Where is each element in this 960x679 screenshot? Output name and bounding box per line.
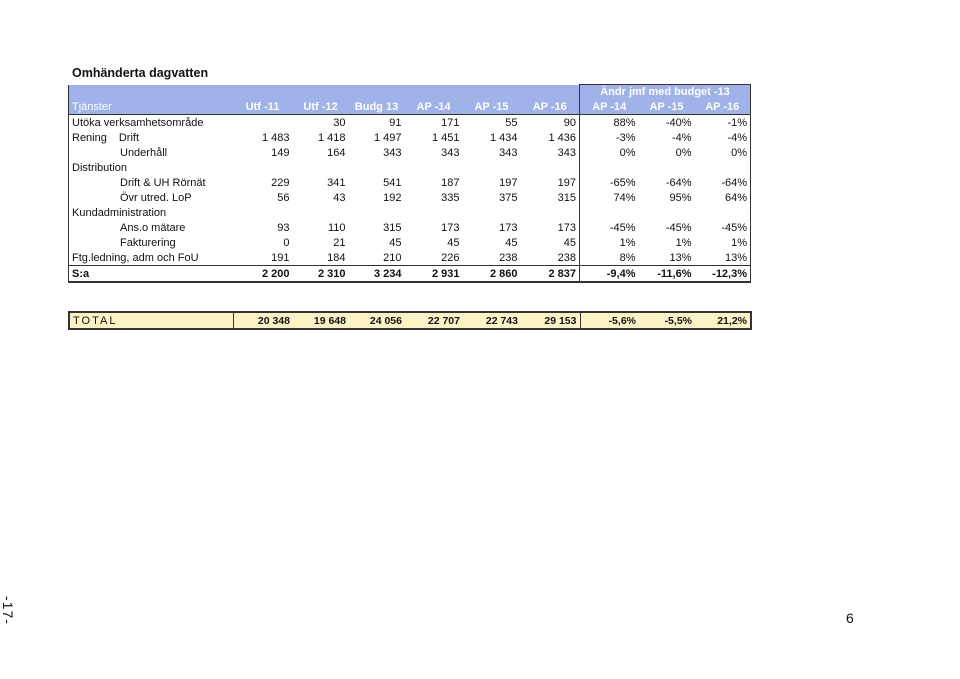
value-cell: 45 [447, 236, 460, 249]
value-cell: 184 [327, 251, 346, 264]
table-row [69, 115, 751, 131]
value-cell: 197 [521, 175, 580, 190]
table-row [69, 220, 751, 235]
total-value: 24 056 [349, 312, 405, 329]
value-cell: 110 [327, 221, 346, 234]
value-cell: 238 [521, 250, 580, 266]
value-cell [463, 160, 521, 175]
value-cell: 315 [521, 190, 580, 205]
header-row [69, 99, 751, 115]
value-cell: 45 [389, 236, 402, 249]
total-value: 20 348 [233, 312, 293, 329]
value-cell: 1 451 [431, 131, 460, 144]
value-cell: -45% [665, 221, 692, 234]
value-cell: 0% [695, 145, 751, 160]
row-category: Utöka verksamhetsområde [72, 116, 204, 129]
value-cell: 1 497 [373, 131, 402, 144]
sum-value: 2 200 [233, 266, 293, 283]
row-label [69, 250, 233, 266]
value-cell: 210 [383, 251, 402, 264]
row-label [69, 235, 233, 250]
value-cell: 90 [521, 115, 580, 131]
value-cell: 171 [441, 116, 460, 129]
header-blank-cell [463, 85, 521, 100]
value-cell: 74% [613, 191, 636, 204]
value-cell: 91 [389, 116, 402, 129]
table-title: Omhänderta dagvatten [72, 66, 209, 80]
value-cell: 343 [499, 146, 518, 159]
row-category: Ftg.ledning, adm och FoU [72, 251, 199, 264]
header-blank-cell [69, 85, 233, 100]
value-cell: -64% [695, 175, 751, 190]
column-header: AP -16 [695, 99, 751, 115]
value-cell: 1% [619, 236, 636, 249]
value-cell [233, 115, 293, 131]
value-cell: 13% [669, 251, 692, 264]
sum-value: -12,3% [695, 266, 751, 283]
value-cell [233, 205, 293, 220]
header-blank-cell [293, 85, 349, 100]
row-label [69, 175, 233, 190]
sum-value: 2 837 [521, 266, 580, 283]
column-header: Budg 13 [349, 99, 405, 115]
value-cell: 541 [383, 176, 402, 189]
value-cell [349, 205, 405, 220]
sum-value: 2 860 [463, 266, 521, 283]
value-cell [639, 160, 695, 175]
value-cell: 238 [499, 251, 518, 264]
value-cell [695, 160, 751, 175]
table-row [69, 145, 751, 160]
total-value: 21,2% [695, 312, 751, 329]
total-value: 19 648 [293, 312, 349, 329]
total-table [68, 311, 752, 330]
value-cell: -1% [695, 115, 751, 131]
table-row [69, 190, 751, 205]
value-cell [405, 160, 463, 175]
sum-value: -11,6% [639, 266, 695, 283]
row-label [69, 160, 233, 175]
value-cell: 343 [521, 145, 580, 160]
value-cell: 341 [327, 176, 346, 189]
value-cell: -4% [695, 130, 751, 145]
value-cell: -3% [615, 131, 636, 144]
row-subcategory: Drift [118, 131, 140, 144]
column-header: AP -15 [639, 99, 695, 115]
row-category: Distribution [72, 161, 128, 174]
value-cell: 45 [505, 236, 518, 249]
value-cell: 335 [441, 191, 460, 204]
value-cell: -45% [609, 221, 636, 234]
total-value: 29 153 [521, 312, 580, 329]
value-cell: 45 [521, 235, 580, 250]
row-subcategory: Ans.o mätare [120, 221, 186, 234]
value-cell: -65% [609, 176, 636, 189]
group-header: Ändr jmf med budget -13 [580, 85, 751, 100]
sum-row [69, 266, 751, 283]
header-blank-cell [521, 85, 580, 100]
row-label [69, 130, 233, 145]
value-cell: 8% [619, 251, 636, 264]
total-row [69, 312, 751, 329]
value-cell: 93 [277, 221, 290, 234]
value-cell: 343 [441, 146, 460, 159]
column-header: AP -14 [580, 99, 639, 115]
value-cell: 88% [613, 116, 636, 129]
row-label [69, 205, 233, 220]
row-subcategory: Övr utred. LoP [120, 191, 192, 204]
value-cell: 0% [619, 146, 636, 159]
value-cell [405, 205, 463, 220]
value-cell: 226 [441, 251, 460, 264]
value-cell: 164 [327, 146, 346, 159]
row-label [69, 115, 233, 131]
value-cell: 1% [675, 236, 692, 249]
value-cell: 13% [695, 250, 751, 266]
value-cell: 173 [521, 220, 580, 235]
table-row [69, 160, 751, 175]
sum-value: 3 234 [349, 266, 405, 283]
value-cell: 375 [499, 191, 518, 204]
value-cell [695, 205, 751, 220]
row-category: Kundadministration [72, 206, 167, 219]
value-cell [293, 205, 349, 220]
value-cell: 315 [383, 221, 402, 234]
value-cell: 1 434 [489, 131, 518, 144]
column-header: Utf -12 [293, 99, 349, 115]
value-cell [580, 205, 639, 220]
value-cell: 197 [499, 176, 518, 189]
side-page-marker: -17- [0, 596, 16, 625]
value-cell: -4% [671, 131, 692, 144]
page-number: 6 [846, 610, 854, 626]
value-cell: 187 [441, 176, 460, 189]
header-blank-cell [349, 85, 405, 100]
value-cell: 191 [271, 251, 290, 264]
value-cell [639, 205, 695, 220]
header-blank-cell [405, 85, 463, 100]
value-cell [521, 205, 580, 220]
value-cell [293, 160, 349, 175]
sum-value: 2 931 [405, 266, 463, 283]
total-value: -5,6% [580, 312, 639, 329]
table-row [69, 175, 751, 190]
row-category: Rening [72, 131, 107, 144]
value-cell: 56 [277, 191, 290, 204]
value-cell: -40% [665, 116, 692, 129]
column-header: Utf -11 [233, 99, 293, 115]
total-value: -5,5% [639, 312, 695, 329]
row-label [69, 190, 233, 205]
table-row [69, 205, 751, 220]
value-cell: 95% [669, 191, 692, 204]
value-cell: 21 [333, 236, 346, 249]
value-cell: 43 [333, 191, 346, 204]
row-label [69, 145, 233, 160]
row-label [69, 220, 233, 235]
value-cell [580, 160, 639, 175]
column-header: Tjänster [69, 99, 233, 115]
column-header: AP -16 [521, 99, 580, 115]
sum-label: S:a [69, 266, 233, 283]
value-cell: -64% [665, 176, 692, 189]
row-subcategory: Fakturering [120, 236, 176, 249]
value-cell: 1 483 [261, 131, 290, 144]
value-cell: 229 [271, 176, 290, 189]
row-subcategory: Drift & UH Rörnät [120, 176, 206, 189]
value-cell: 0% [675, 146, 692, 159]
value-cell: 149 [271, 146, 290, 159]
value-cell: 30 [333, 116, 346, 129]
table-row [69, 250, 751, 266]
value-cell: -45% [695, 220, 751, 235]
value-cell: 64% [695, 190, 751, 205]
value-cell: 1 418 [317, 131, 346, 144]
value-cell: 1 436 [521, 130, 580, 145]
header-blank-cell [233, 85, 293, 100]
value-cell [233, 160, 293, 175]
value-cell: 0 [283, 236, 290, 249]
sum-value: 2 310 [293, 266, 349, 283]
column-header: AP -14 [405, 99, 463, 115]
value-cell: 55 [505, 116, 518, 129]
value-cell: 192 [383, 191, 402, 204]
row-subcategory: Underhåll [120, 146, 168, 159]
value-cell [521, 160, 580, 175]
total-value: 22 707 [405, 312, 463, 329]
table-row [69, 130, 751, 145]
value-cell [349, 160, 405, 175]
column-header: AP -15 [463, 99, 521, 115]
sum-value: -9,4% [580, 266, 639, 283]
total-value: 22 743 [463, 312, 521, 329]
header-group-row [69, 85, 751, 100]
value-cell: 1% [695, 235, 751, 250]
total-label: TOTAL [69, 312, 233, 329]
budget-table [68, 84, 751, 283]
value-cell [463, 205, 521, 220]
value-cell: 173 [499, 221, 518, 234]
value-cell: 173 [441, 221, 460, 234]
value-cell: 343 [383, 146, 402, 159]
table-row [69, 235, 751, 250]
